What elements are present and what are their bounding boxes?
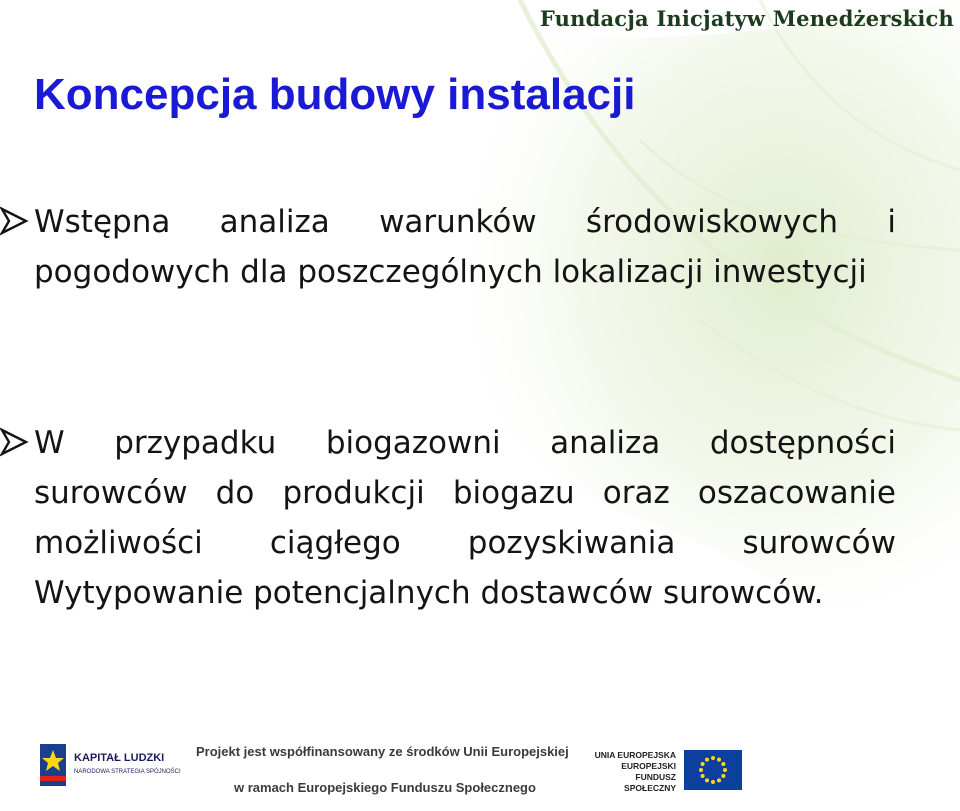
bullet-item — [34, 197, 896, 297]
bullet-text: W przypadku biogazowni analiza dostępności surowców do produkcji biogazu oraz oszacowanie możliwości ciągłego pozyskiwania surowców Wytypowanie potencjalnych dostawców surowców. — [34, 425, 896, 611]
bullet-item — [34, 418, 896, 618]
slide-title: Koncepcja budowy instalacji — [34, 70, 636, 119]
project-line-1: Projekt jest współfinansowany ze środków Unii Europejskiej — [196, 744, 569, 759]
organization-name: Fundacja Inicjatyw Menedżerskich — [539, 6, 954, 31]
eu-flag-icon — [684, 750, 742, 790]
project-line-2: w ramach Europejskiego Funduszu Społecznego — [234, 780, 536, 795]
eu-line-3: FUNDUSZ SPOŁECZNY — [624, 772, 676, 793]
eu-line-2: EUROPEJSKI — [621, 761, 676, 771]
arrow-bullet-icon — [0, 205, 30, 237]
arrow-bullet-icon — [0, 426, 30, 458]
kapital-ludzki-logo — [38, 742, 188, 796]
footer-logos — [0, 726, 960, 811]
kapital-ludzki-name: KAPITAŁ LUDZKI — [74, 752, 165, 764]
kapital-ludzki-subtitle: NARODOWA STRATEGIA SPÓJNOŚCI — [74, 769, 181, 775]
bullet-text: Wstępna analiza warunków środowiskowych i pogodowych dla poszczególnych lokalizacji inwestycji — [34, 204, 896, 290]
kapital-ludzki-emblem-icon — [38, 742, 68, 788]
eu-line-1: UNIA EUROPEJSKA — [594, 750, 676, 760]
eu-label — [584, 750, 676, 794]
